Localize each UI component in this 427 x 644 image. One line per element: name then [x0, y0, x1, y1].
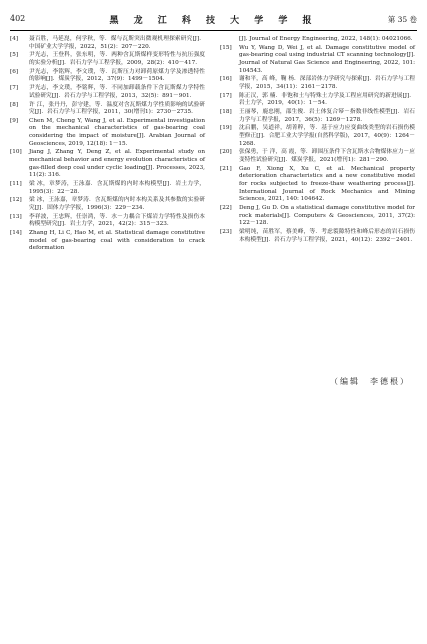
- reference-entry: [10, 230, 205, 253]
- reference-entry: [10, 102, 205, 117]
- reference-text: 梁 冰，章梦涛，王泳嘉．含瓦斯煤的内时本构模型[J]．岩土力学，1995(3)：22－28.: [29, 181, 205, 195]
- reference-entry: [220, 166, 415, 204]
- reference-number: [23]: [220, 228, 232, 235]
- reference-number: [20]: [220, 149, 232, 156]
- reference-text: 李祥波，王忠辉，任崇鸿，等．水－力耦合下煤岩力学特性及损伤本构模型研究[J]．岩土力学，2021，42(2)：315－323.: [29, 213, 205, 228]
- reference-number: [9]: [10, 117, 19, 124]
- reference-text: 尹光志，李文璞，李铭辉，等．不同加卸载条件下含瓦斯煤力学特性试验研究[J]．岩石力学与工程学报，2013，32(5)：891－901.: [29, 85, 205, 99]
- reference-text: Deng J, Gu D. On a statistical damage constitutive model for rock materials[J]. Computers & Geosciences, 2011, 37(2): 122－128.: [239, 204, 415, 227]
- reference-entry: [220, 76, 415, 91]
- reference-text: 梁 冰，王泳嘉，章梦涛．含瓦斯煤的内时本构关系及其参数的实验研究[J]．固体力学学报，1996(3)：229－234.: [29, 197, 205, 211]
- reference-number: [14]: [10, 230, 22, 237]
- reference-entry: [220, 109, 415, 124]
- reference-text: 谢和平，高 峰，鞠 杨．深部岩体力学研究与探索[J]．岩石力学与工程学报，2015，34(11)：2161－2178.: [239, 76, 415, 90]
- reference-number: [11]: [10, 181, 22, 187]
- reference-text: Chen M, Cheng Y, Wang J, et al. Experimental investigation on the mechanical characteristics of gas-bearing coal considering the impact of moisture[J]. Arabian Journal of Geosciences, 2019, 12(18): 1－15.: [29, 117, 205, 147]
- reference-text: 尹光志，王登科，张东明，等．两种含瓦斯煤样变形特性与抗压强度的实验分析[J]．岩石力学与工程学报，2009，28(2)：410－417.: [29, 52, 205, 66]
- reference-number: [17]: [220, 92, 232, 99]
- reference-entry: [10, 85, 205, 100]
- reference-number: [8]: [10, 101, 19, 108]
- reference-number: [18]: [220, 109, 232, 116]
- journal-title: 黑 龙 江 科 技 大 学 学 报: [109, 16, 318, 26]
- reference-number: [16]: [220, 76, 232, 83]
- reference-number: [21]: [220, 165, 232, 172]
- reference-number: [10]: [10, 149, 22, 156]
- reference-number: [13]: [10, 213, 22, 220]
- page-number: 402: [10, 14, 26, 23]
- references-right-column: [220, 36, 415, 245]
- reference-entry: [10, 197, 205, 212]
- page-header: [10, 8, 417, 31]
- reference-entry: [10, 214, 205, 229]
- reference-number: [19]: [220, 125, 232, 132]
- reference-number: [15]: [220, 44, 232, 51]
- reference-text: 聂百胜，马延崑，何学秋，等．煤与瓦斯突出微观机理探索研究[J]．中国矿业大学学报，2022，51(2)：207－220.: [29, 36, 205, 50]
- reference-number: [7]: [10, 85, 19, 92]
- reference-entry: [220, 125, 415, 148]
- reference-entry: [10, 118, 205, 148]
- reference-entry: [220, 229, 415, 244]
- reference-text: Jiang J, Zhang Y, Deng Z, et al. Experimental study on mechanical behavior and energy evolution characteristics of gas-filled deep coal under cyclic loading[J]. Processes, 2023, 11(2): 316.: [29, 149, 205, 179]
- reference-entry: [220, 45, 415, 75]
- volume-label: 第 35 卷: [387, 15, 417, 24]
- reference-entry: [10, 69, 205, 84]
- reference-number: [4]: [10, 36, 19, 42]
- references-left-column: [10, 36, 205, 254]
- reference-entry: [220, 93, 415, 108]
- reference-text: 沈启鹏，吴道祥，胡菁粹，等．基于应力应变曲线类型的岩石损伤模型修正[J]．合肥工业大学学报(自然科学版)，2017，40(9)：1264－1268.: [239, 125, 415, 147]
- reference-text: 许 江，张丹丹，彭守建，等．温度对含瓦斯煤力学性质影响的试验研究[J]．岩石力学与工程学报，2011，30(增刊1)：2730－2735.: [29, 101, 205, 116]
- reference-text: 尹光志，李铭辉，李文璞，等．瓦斯压力对卸荷原煤力学及渗透特性的影响[J]．煤炭学报，2012，37(9)：1499－1504.: [29, 68, 205, 83]
- reference-entry: [10, 181, 205, 196]
- reference-text: 梁明纯，苗胜军，蔡美峰，等．考虑裂隙特性和峰后形态的岩石损伤本构模型[J]．岩石力学与工程学报，2021，40(12)：2392－2401.: [239, 228, 415, 243]
- reference-text: 张保勇，于 洋，高 霞，等．卸围压条件下含瓦斯水合物煤体应力－应变特性试验研究[J]．煤炭学报，2021(增刊1)：281－290.: [239, 149, 415, 164]
- reference-number: [6]: [10, 68, 19, 75]
- reference-text: 王丽琴，鹿忠刚，邵生俊．岩土体复合幂－指数非线性模型[J]．岩石力学与工程学报，2017，36(5)：1269－1278.: [239, 109, 415, 123]
- reference-entry: [10, 149, 205, 179]
- reference-number: [12]: [10, 197, 22, 204]
- editor-credit: （编辑 李德根）: [330, 377, 410, 386]
- reference-text: Gao F, Xiong X, Xu C, et al. Mechanical property deterioration characteristics and a new constitutive model for rocks subjected to freeze-thaw weathering process[J]. International Journal of Rock Mechanics and Mining Sciences, 2021, 140: 104642.: [239, 165, 415, 203]
- reference-continuation: [J]. Journal of Energy Engineering, 2022, 148(1): 04021066.: [239, 36, 413, 42]
- reference-text: 陈正汉，郭 楠．非饱和土与特殊土力学及工程应用研究的新进展[J]．岩土力学，2019，40(1)：1－54.: [239, 92, 415, 107]
- reference-entry: [10, 36, 205, 51]
- reference-number: [22]: [220, 204, 232, 211]
- reference-entry: [10, 52, 205, 67]
- reference-number: [5]: [10, 52, 19, 59]
- reference-entry: [220, 205, 415, 228]
- reference-entry: [220, 149, 415, 164]
- reference-text: Wu Y, Wang D, Wei J, et al. Damage constitutive model of gas-bearing coal using industrial CT scanning technology[J]. Journal of Natural Gas Science and Engineering, 2022, 101: 104543.: [239, 44, 415, 74]
- reference-text: Zhang H, Li C, Hao M, et al. Statistical damage constitutive model of gas-bearing coal with consideration to crack deformation: [29, 230, 205, 252]
